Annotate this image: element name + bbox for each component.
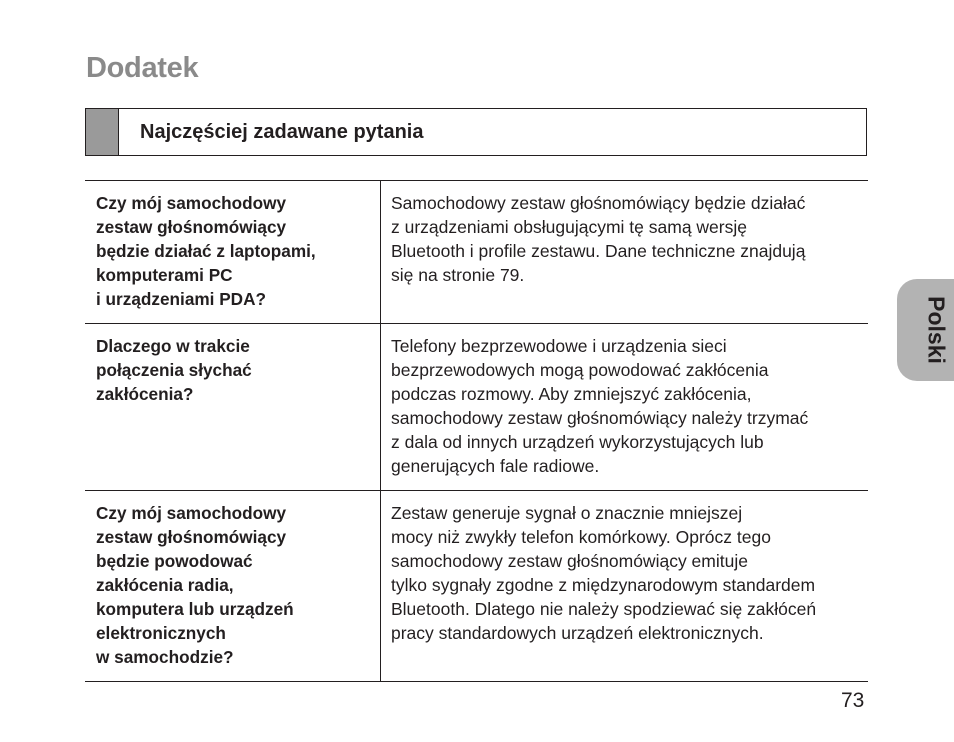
- faq-question-cell: [85, 181, 381, 324]
- faq-row: [85, 181, 868, 324]
- faq-answer: Samochodowy zestaw głośnomówiący będzie działać z urządzeniami obsługującymi tę samą wersję Bluetooth i profile zestawu. Dane techniczne znajdują się na stronie 79.: [391, 193, 806, 285]
- faq-row: [85, 324, 868, 491]
- faq-question: Dlaczego w trakcie połączenia słychać zakłócenia?: [96, 336, 252, 404]
- section-title: Najczęściej zadawane pytania: [140, 120, 424, 143]
- faq-answer-cell: [381, 324, 869, 491]
- page-title: Dodatek: [86, 52, 199, 84]
- faq-question: Czy mój samochodowy zestaw głośnomówiący będzie działać z laptopami, komputerami PC i urządzeniami PDA?: [96, 193, 316, 309]
- faq-question-cell: [85, 324, 381, 491]
- faq-answer-cell: [381, 491, 869, 682]
- section-marker: [86, 109, 119, 155]
- faq-table: [85, 180, 868, 682]
- faq-answer: Zestaw generuje sygnał o znacznie mniejszej mocy niż zwykły telefon komórkowy. Oprócz tego samochodowy zestaw głośnomówiący emituje tylko sygnały zgodne z międzynarodowym standardem Bluetooth. Dlatego nie należy spodziewać się zakłóceń pracy standardowych urządzeń elektronicznych.: [391, 503, 817, 643]
- faq-question: Czy mój samochodowy zestaw głośnomówiący będzie powodować zakłócenia radia, komputera lub urządzeń elektronicznych w samochodzie?: [96, 503, 294, 667]
- section-header: [85, 108, 867, 156]
- faq-answer: Telefony bezprzewodowe i urządzenia sieci bezprzewodowych mogą powodować zakłócenia podczas rozmowy. Aby zmniejszyć zakłócenia, samochodowy zestaw głośnomówiący należy trzymać z dala od innych urządzeń wykorzystujących lub generujących fale radiowe.: [391, 336, 809, 476]
- faq-answer-cell: [381, 181, 869, 324]
- faq-row: [85, 491, 868, 682]
- faq-question-cell: [85, 491, 381, 682]
- language-tab-label: Polski: [923, 296, 950, 364]
- page-number: 73: [841, 689, 865, 712]
